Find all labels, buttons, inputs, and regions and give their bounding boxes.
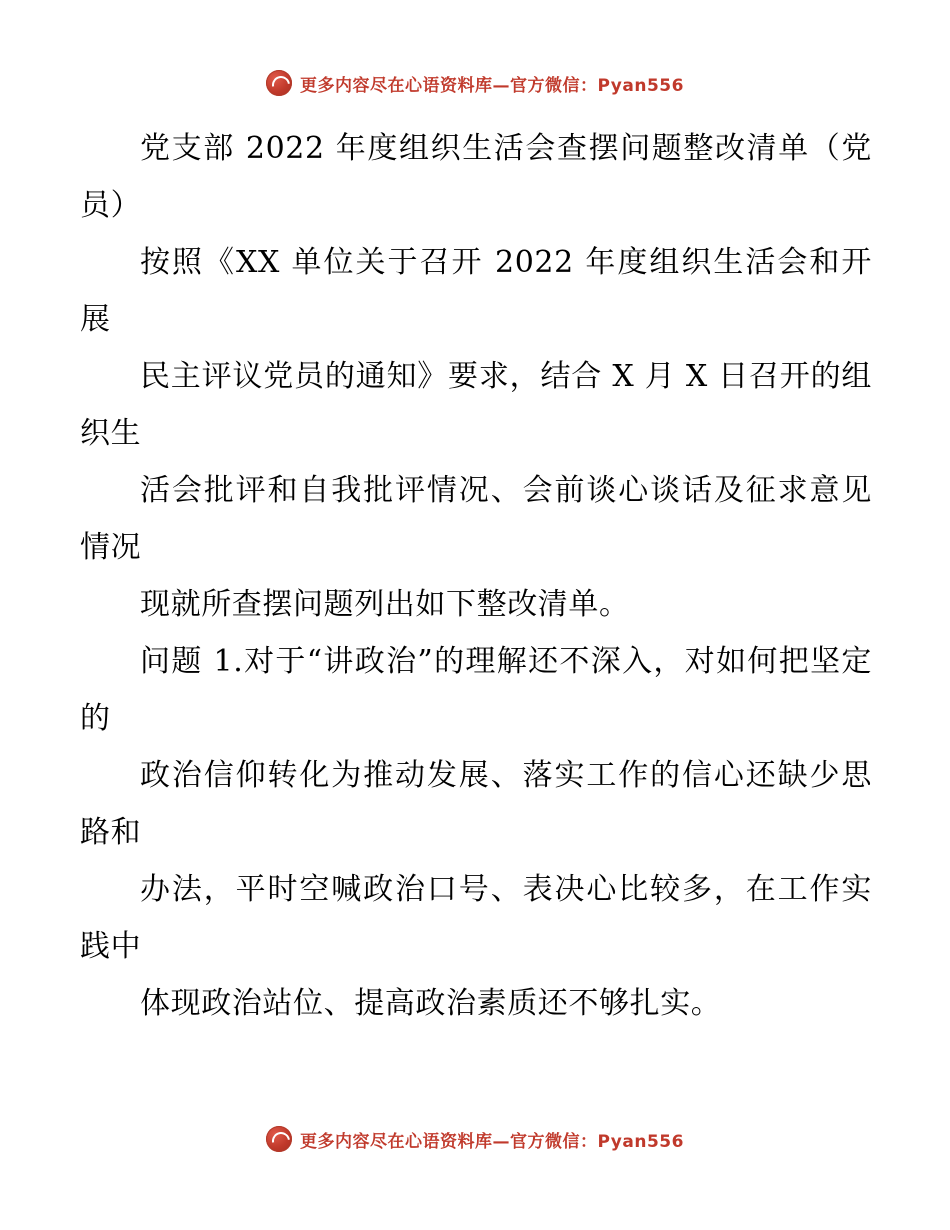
watermark-brand-top: 更多内容尽在心语资料库— — [300, 75, 511, 96]
paragraph-4: 现就所查摆问题列出如下整改清单。 — [140, 587, 630, 622]
watermark-text-bottom — [300, 1127, 684, 1152]
paragraph-2: 民主评议党员的通知》要求，结合 X 月 X 日召开的组织生 — [80, 359, 872, 451]
watermark-footer — [0, 1126, 950, 1152]
circle-logo-icon — [266, 70, 292, 96]
watermark-channel-top: 官方微信： — [510, 75, 598, 96]
paragraph-7: 办法，平时空喊政治口号、表决心比较多，在工作实践中 — [80, 872, 872, 964]
watermark-channel-bottom: 官方微信： — [510, 1131, 598, 1152]
watermark-brand-bottom: 更多内容尽在心语资料库— — [300, 1131, 511, 1152]
paragraph-6: 政治信仰转化为推动发展、落实工作的信心还缺少思路和 — [80, 758, 872, 850]
watermark-header — [0, 70, 950, 96]
circle-logo-icon — [266, 1126, 292, 1152]
watermark-text-top — [300, 71, 684, 96]
paragraph-5: 问题 1.对于“讲政治”的理解还不深入，对如何把坚定的 — [80, 644, 872, 736]
paragraph-title: 党支部 2022 年度组织生活会查摆问题整改清单（党员） — [80, 131, 872, 223]
document-content — [0, 120, 950, 1032]
paragraph-8: 体现政治站位、提高政治素质还不够扎实。 — [140, 986, 722, 1021]
paragraph-3: 活会批评和自我批评情况、会前谈心谈话及征求意见情况 — [80, 473, 872, 565]
paragraph-1: 按照《XX 单位关于召开 2022 年度组织生活会和开展 — [80, 245, 872, 337]
watermark-account-bottom: Pyan556 — [597, 1131, 684, 1152]
watermark-account-top: Pyan556 — [597, 75, 684, 96]
